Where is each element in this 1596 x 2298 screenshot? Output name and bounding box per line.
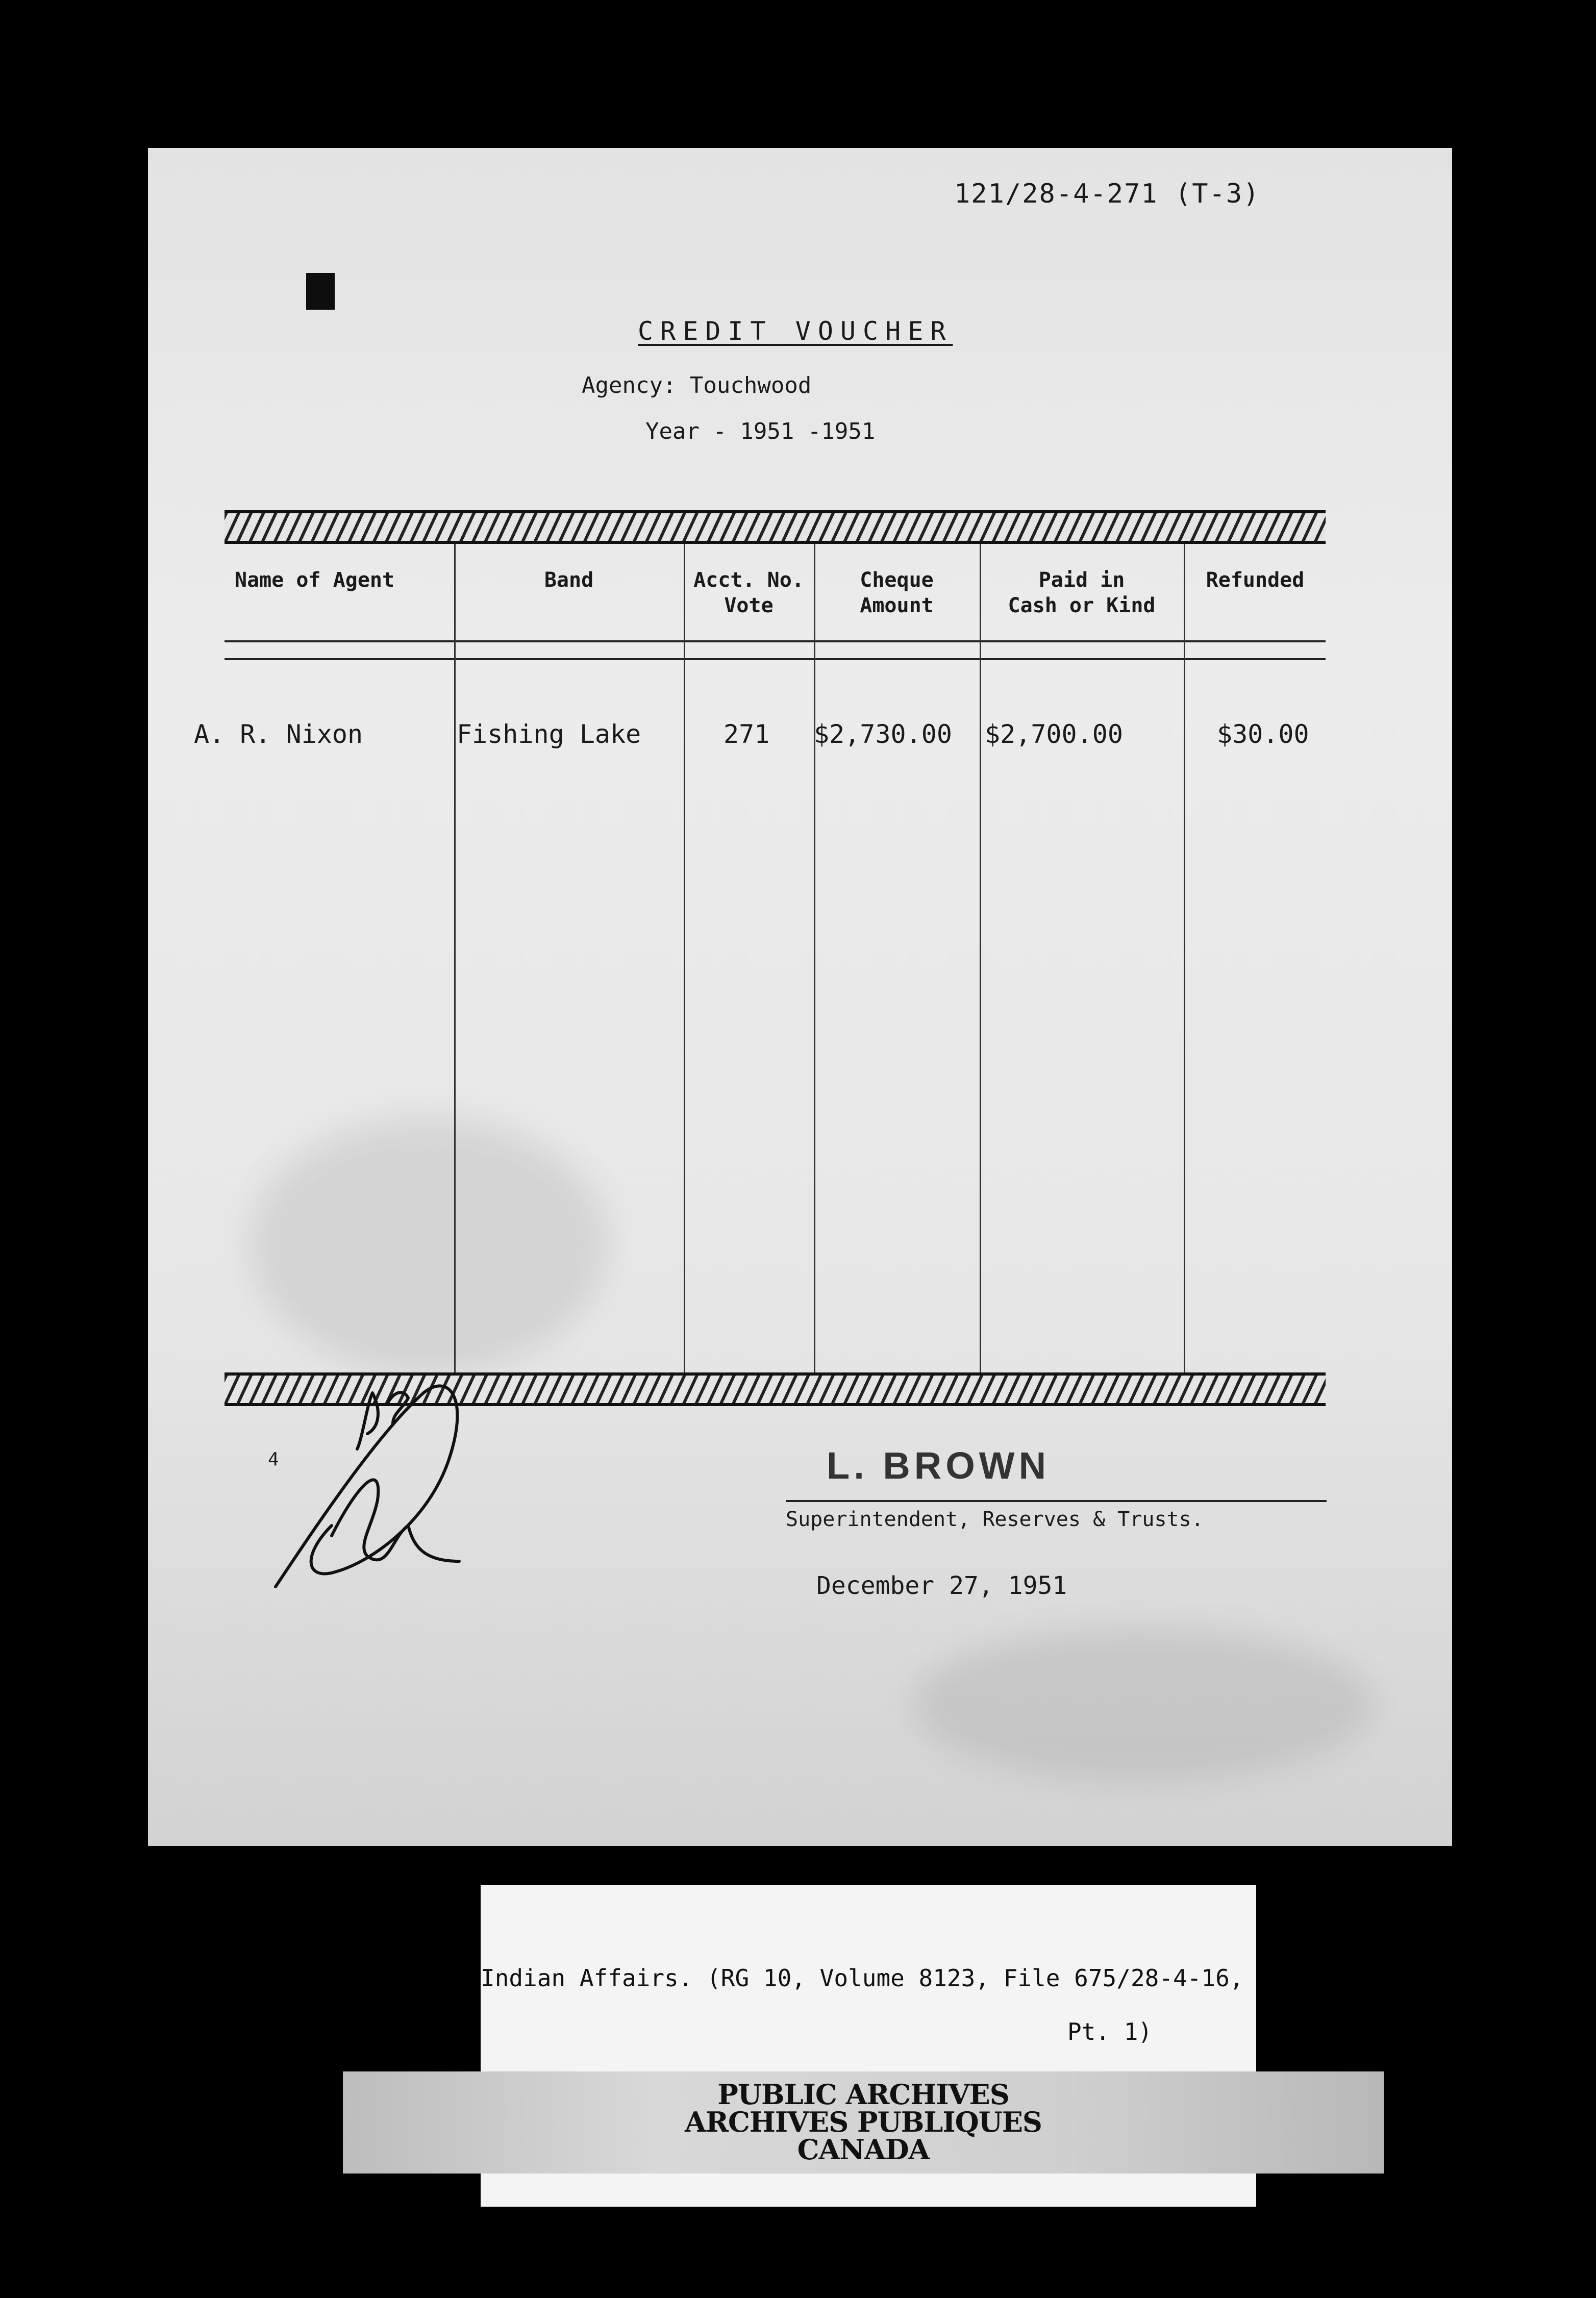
column-header-acct: Acct. No. Vote [693, 568, 804, 617]
cell-band: Fishing Lake [457, 719, 641, 749]
cell-refunded: $30.00 [1217, 719, 1309, 749]
column-header-agent: Name of Agent [235, 568, 395, 592]
archives-stamp-text [343, 2078, 1384, 2166]
archive-part: Pt. 1) [1067, 2018, 1153, 2045]
header-rule [225, 640, 1326, 642]
voucher-page [148, 148, 1452, 1846]
table-top-border [225, 510, 1326, 544]
signature-stamp: L. BROWN [827, 1444, 1051, 1487]
archives-line-1: PUBLIC ARCHIVES [717, 2078, 1009, 2111]
file-reference: 121/28-4-271 (T-3) [954, 179, 1260, 209]
archive-reference: Indian Affairs. (RG 10, Volume 8123, File 675/28-4-16, [481, 1964, 1244, 1992]
cell-acct: 271 [724, 719, 770, 749]
agency-line: Agency: Touchwood [582, 372, 812, 398]
punch-mark [306, 273, 335, 310]
year-line: Year - 1951 -1951 [645, 418, 876, 444]
cell-cheque: $2,730.00 [814, 719, 952, 749]
cell-agent: A. R. Nixon [194, 719, 363, 749]
archives-stamp [343, 2071, 1384, 2174]
column-header-paid: Paid in Cash or Kind [1008, 568, 1156, 617]
column-divider [684, 544, 685, 1372]
voucher-date: December 27, 1951 [816, 1571, 1067, 1600]
voucher-title: CREDIT VOUCHER [638, 316, 953, 346]
signature-rule [786, 1500, 1327, 1502]
column-divider [1184, 544, 1185, 1372]
column-divider [814, 544, 815, 1372]
column-header-cheque: Cheque Amount [860, 568, 934, 617]
cell-paid: $2,700.00 [985, 719, 1123, 749]
paper-stain [913, 1628, 1373, 1781]
column-header-refunded: Refunded [1206, 568, 1305, 592]
signer-title: Superintendent, Reserves & Trusts. [786, 1508, 1204, 1531]
header-rule [225, 658, 1326, 660]
archives-line-2: ARCHIVES PUBLIQUES [685, 2106, 1042, 2138]
archives-line-3: CANADA [797, 2133, 930, 2166]
column-divider [980, 544, 981, 1372]
margin-number: 4 [268, 1449, 279, 1470]
handwritten-signature [255, 1332, 520, 1597]
column-header-band: Band [544, 568, 594, 592]
column-divider [454, 544, 456, 1372]
